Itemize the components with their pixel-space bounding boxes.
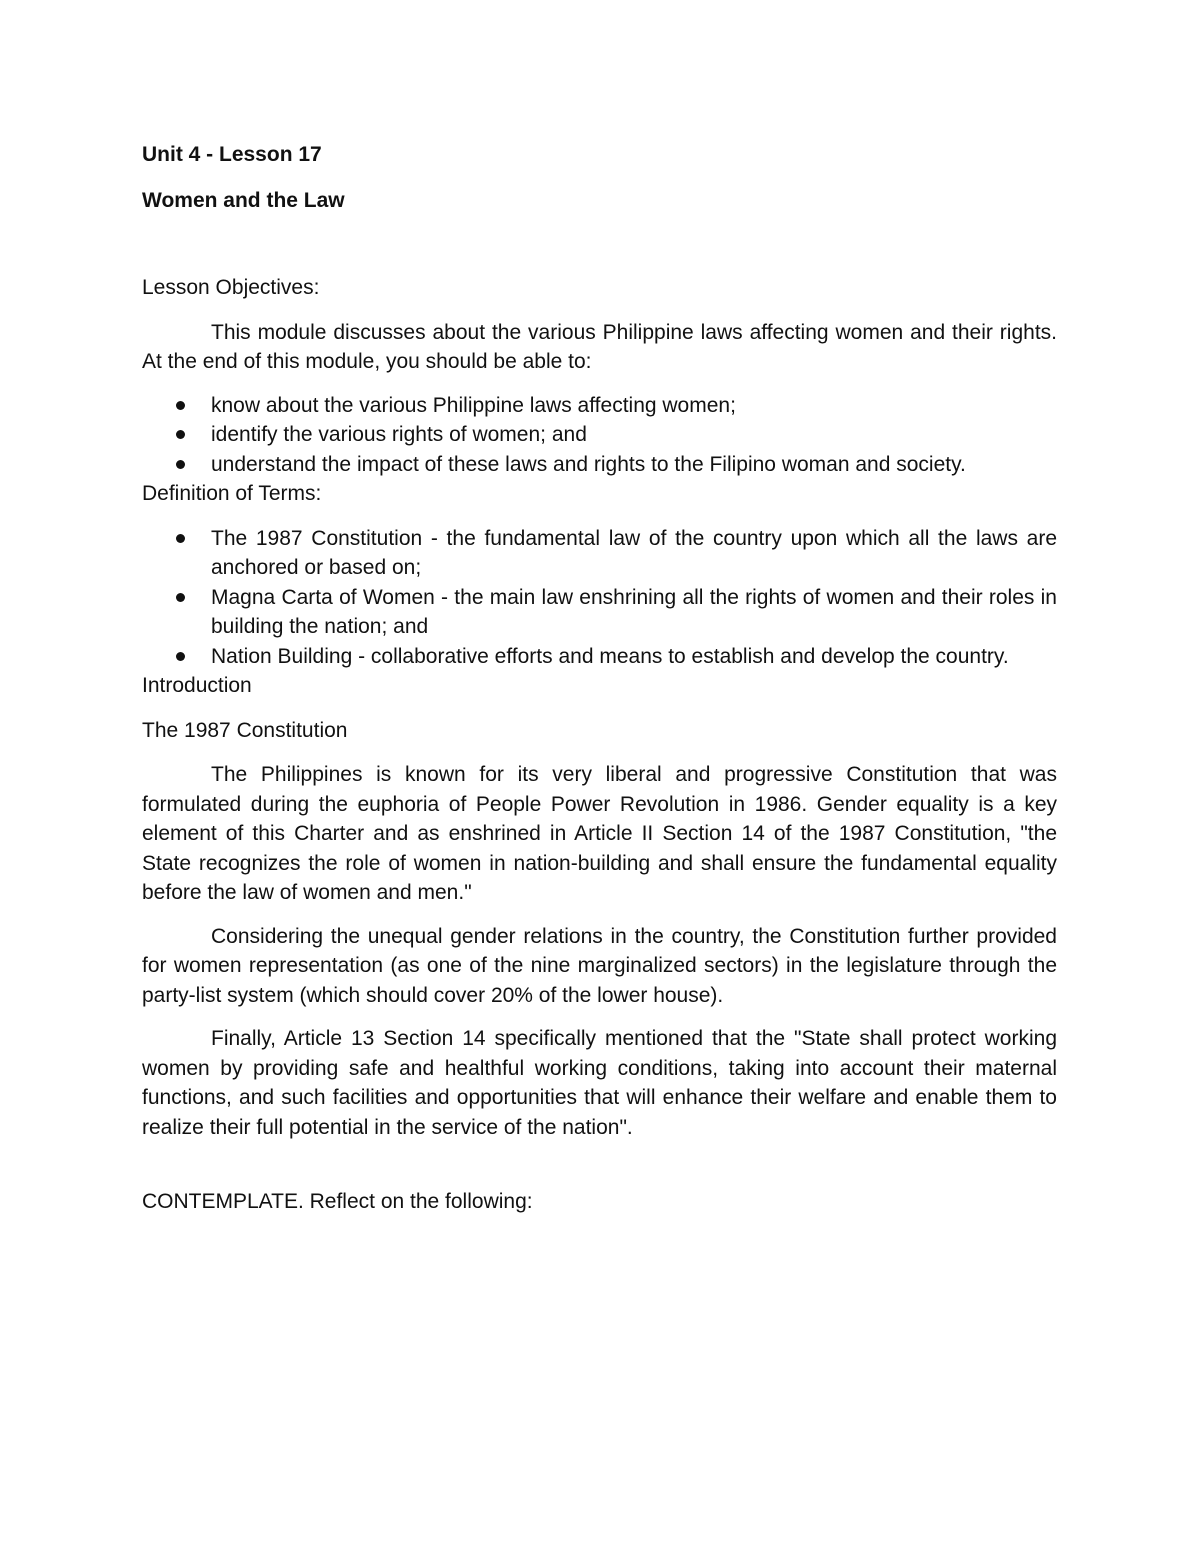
list-item: understand the impact of these laws and rights to the Filipino woman and society. bbox=[142, 450, 1057, 480]
bullet-icon bbox=[176, 534, 185, 543]
definitions-list bbox=[142, 524, 1057, 672]
bullet-icon bbox=[176, 460, 185, 469]
list-item: Nation Building - collaborative efforts and means to establish and develop the country. bbox=[142, 642, 1057, 672]
objectives-list bbox=[142, 391, 1057, 480]
list-item: The 1987 Constitution - the fundamental law of the country upon which all the laws are anchored or based on; bbox=[142, 524, 1057, 583]
introduction-label: Introduction bbox=[142, 674, 252, 697]
lesson-title: Women and the Law bbox=[142, 188, 345, 212]
bullet-icon bbox=[176, 652, 185, 661]
definitions-label: Definition of Terms: bbox=[142, 482, 322, 505]
bullet-icon bbox=[176, 593, 185, 602]
list-item: know about the various Philippine laws affecting women; bbox=[142, 391, 1057, 421]
list-item: Magna Carta of Women - the main law enshrining all the rights of women and their roles in building the nation; and bbox=[142, 583, 1057, 642]
introduction-subheading: The 1987 Constitution bbox=[142, 718, 348, 742]
objectives-intro: This module discusses about the various Philippine laws affecting women and their rights. At the end of this module, you should be able to: bbox=[142, 320, 1057, 373]
introduction-paragraph-1: The Philippines is known for its very liberal and progressive Constitution that was formulated during the euphoria of People Power Revolution in 1986. Gender equality is a key element of this Charter and as enshrined in Article II Section 14 of the 1987 Constitution, "the State recognizes the role of women in nation-building and shall ensure the fundamental equality before the law of women and men." bbox=[142, 763, 1057, 904]
bullet-icon bbox=[176, 401, 185, 410]
contemplate-prompt: CONTEMPLATE. Reflect on the following: bbox=[142, 1190, 533, 1213]
unit-title: Unit 4 - Lesson 17 bbox=[142, 143, 322, 166]
document-page bbox=[142, 140, 1057, 1232]
introduction-paragraph-3: Finally, Article 13 Section 14 specifically mentioned that the "State shall protect working women by providing safe and healthful working conditions, taking into account their maternal functions, and such facilities and opportunities that will enhance their welfare and enable them to realize their full potential in the service of the nation". bbox=[142, 1027, 1057, 1139]
bullet-icon bbox=[176, 430, 185, 439]
objectives-label: Lesson Objectives: bbox=[142, 276, 320, 299]
introduction-paragraph-2: Considering the unequal gender relations in the country, the Constitution further provided for women representation (as one of the nine marginalized sectors) in the legislature through the party-list system (which should cover 20% of the lower house). bbox=[142, 924, 1057, 1007]
list-item: identify the various rights of women; and bbox=[142, 420, 1057, 450]
